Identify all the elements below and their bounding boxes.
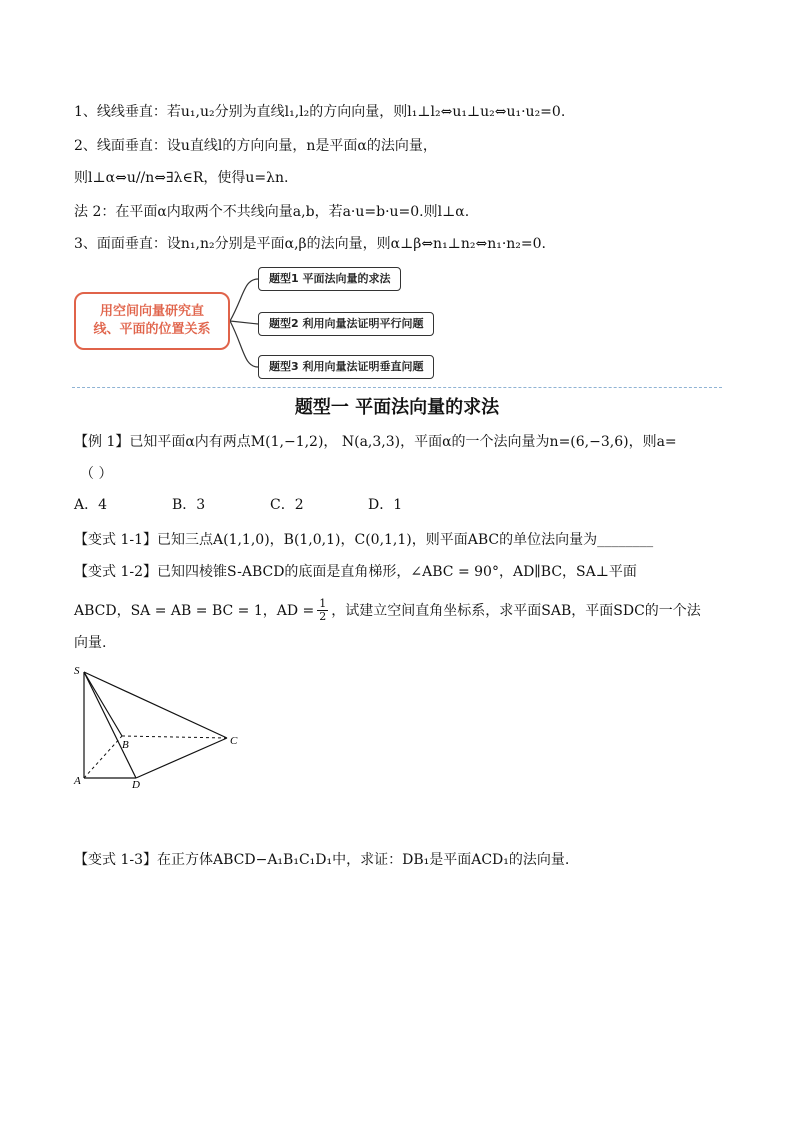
mindmap-branch-3: 题型3 利用向量法证明垂直问题 bbox=[258, 355, 434, 379]
rule-line-perpendicular: 1、线线垂直：若u₁,u₂分别为直线l₁,l₂的方向向量，则l₁⊥l₂⇔u₁⊥u₂⇔u₁·u₂=0. bbox=[74, 104, 566, 120]
option-b: B．3 bbox=[172, 497, 206, 513]
edge-DC bbox=[136, 738, 227, 778]
edge-SB bbox=[84, 672, 122, 736]
variant-1-2-line2 bbox=[74, 598, 701, 623]
vertex-label-D: D bbox=[132, 779, 140, 791]
vertex-label-B: B bbox=[122, 739, 129, 751]
mindmap-branch-2: 题型2 利用向量法证明平行问题 bbox=[258, 312, 434, 336]
variant-1-2-line1: 【变式 1-2】已知四棱锥S-ABCD的底面是直角梯形，∠ABC = 90°，AD∥BC，SA⊥平面 bbox=[74, 564, 637, 580]
pyramid-diagram bbox=[72, 660, 252, 800]
option-c: C．2 bbox=[270, 497, 304, 513]
variant-1-3: 【变式 1-3】在正方体ABCD−A₁B₁C₁D₁中，求证：DB₁是平面ACD₁的法向量. bbox=[74, 852, 570, 868]
edge-SD bbox=[84, 672, 136, 778]
mindmap-central-topic: 用空间向量研究直 线、平面的位置关系 bbox=[74, 292, 230, 350]
fraction-numerator: 1 bbox=[319, 597, 327, 610]
topic-mindmap bbox=[72, 266, 532, 384]
rule-plane-plane-perpendicular: 3、面面垂直：设n₁,n₂分别是平面α,β的法向量，则α⊥β⇔n₁⊥n₂⇔n₁·n₂=0. bbox=[74, 236, 547, 252]
fraction-denominator: 2 bbox=[319, 610, 327, 623]
example-1-question: 【例 1】已知平面α内有两点M(1,−1,2)， N(a,3,3)，平面α的一个法向量为n=(6,−3,6)，则a= bbox=[74, 434, 677, 450]
vertex-label-S: S bbox=[74, 665, 80, 677]
edge-BC-hidden bbox=[122, 736, 227, 738]
rule-method-2: 法 2：在平面α内取两个不共线向量a,b，若a·u=b·u=0.则l⊥α. bbox=[74, 204, 470, 220]
edge-SC bbox=[84, 672, 227, 738]
section-title: 题型一 平面法向量的求法 bbox=[294, 397, 500, 418]
variant-1-2-line3: 向量. bbox=[74, 635, 107, 651]
rule-line-plane-condition: 则l⊥α⇔u//n⇔∃λ∈R，使得u=λn. bbox=[74, 170, 289, 186]
mindmap-branch-1: 题型1 平面法向量的求法 bbox=[258, 267, 401, 291]
variant-1-2-line2-b: ，试建立空间直角坐标系，求平面SAB，平面SDC的一个法 bbox=[331, 602, 701, 619]
edge-AB-hidden bbox=[84, 736, 122, 778]
section-separator bbox=[72, 387, 722, 388]
option-d: D．1 bbox=[368, 497, 403, 513]
pyramid-figure bbox=[72, 660, 252, 800]
vertex-label-C: C bbox=[230, 735, 238, 747]
example-1-answer-blank: （ ） bbox=[80, 466, 113, 482]
option-a: A．4 bbox=[74, 497, 108, 513]
variant-1-1: 【变式 1-1】已知三点A(1,1,0)，B(1,0,1)，C(0,1,1)，则平面ABC的单位法向量为________ bbox=[74, 532, 654, 548]
fraction-one-half bbox=[317, 598, 328, 623]
variant-1-2-line2-a: ABCD，SA = AB = BC = 1，AD = bbox=[74, 602, 315, 619]
rule-line-plane-perpendicular: 2、线面垂直：设u直线l的方向向量，n是平面α的法向量， bbox=[74, 138, 437, 154]
vertex-label-A: A bbox=[74, 775, 81, 787]
